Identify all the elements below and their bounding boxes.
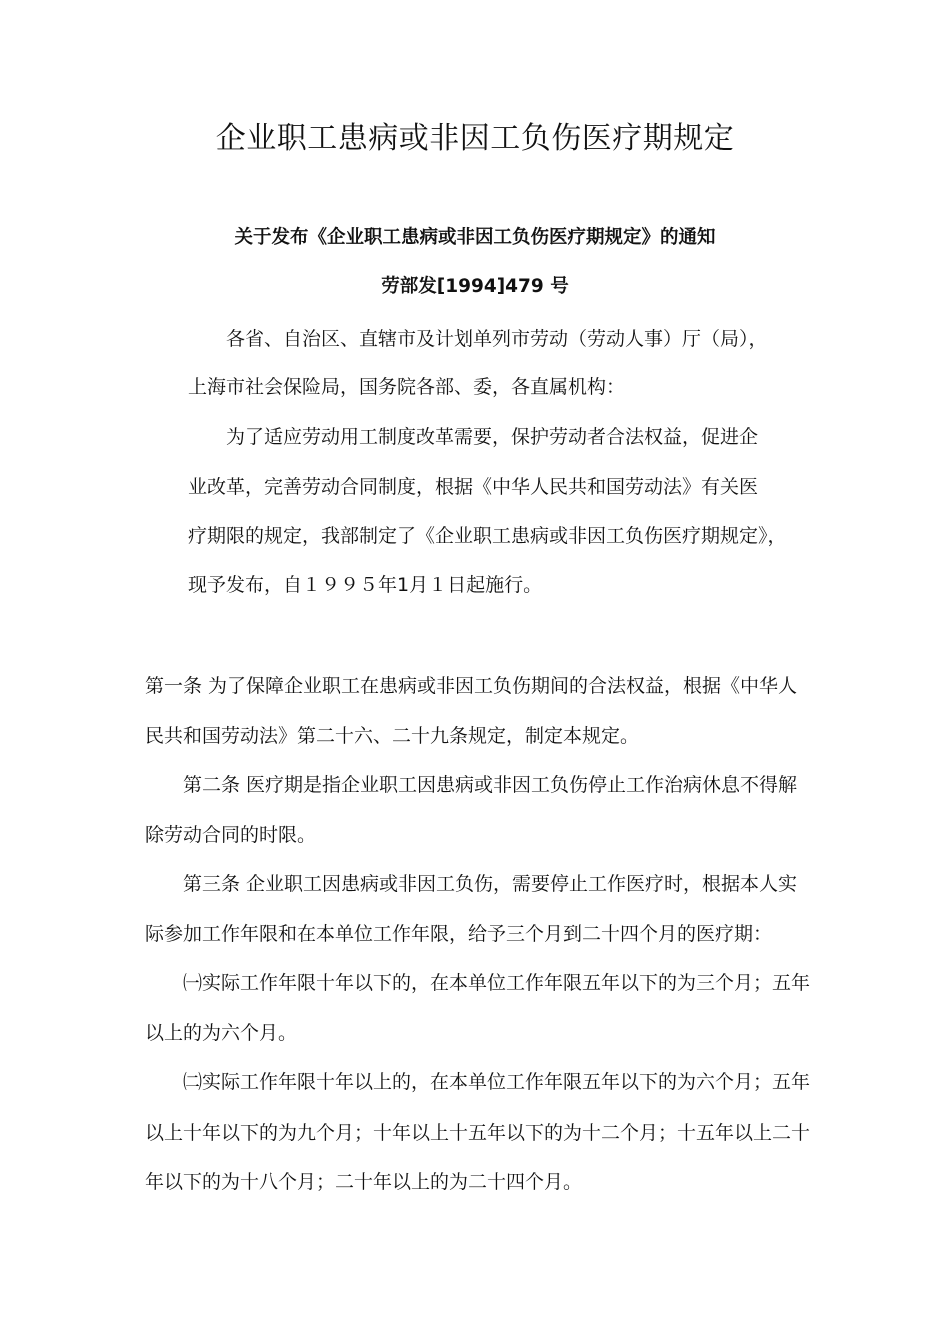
article-line: ㈡实际工作年限十年以上的，在本单位工作年限五年以下的为六个月；五年 (183, 1071, 811, 1093)
article-line: 年以下的为十八个月；二十年以上的为二十四个月。 (145, 1171, 583, 1193)
article-line: 第一条 为了保障企业职工在患病或非因工负伤期间的合法权益，根据《中华人 (145, 675, 798, 697)
article-line: ㈠实际工作年限十年以下的，在本单位工作年限五年以下的为三个月；五年 (183, 972, 811, 994)
article-line: 除劳动合同的时限。 (145, 824, 317, 846)
article-line: 际参加工作年限和在本单位工作年限，给予三个月到二十四个月的医疗期： (145, 923, 773, 945)
notice-line: 现予发布，自１９９５年1月１日起施行。 (188, 574, 543, 596)
document-number: 劳部发[1994]479 号 (381, 276, 569, 297)
article-line: 第二条 医疗期是指企业职工因患病或非因工负伤停止工作治病休息不得解 (183, 774, 798, 796)
article-line: 第三条 企业职工因患病或非因工负伤，需要停止工作医疗时，根据本人实 (183, 873, 798, 895)
article-line: 民共和国劳动法》第二十六、二十九条规定，制定本规定。 (145, 725, 640, 747)
article-line: 以上十年以下的为九个月；十年以上十五年以下的为十二个月；十五年以上二十 (145, 1122, 811, 1144)
notice-line: 业改革，完善劳动合同制度，根据《中华人民共和国劳动法》有关医 (188, 476, 759, 498)
notice-line: 为了适应劳动用工制度改革需要，保护劳动者合法权益，促进企 (226, 426, 759, 448)
document-title: 企业职工患病或非因工负伤医疗期规定 (215, 121, 735, 156)
notice-line: 各省、自治区、直辖市及计划单列市劳动（劳动人事）厅（局）， (226, 328, 768, 350)
notice-line: 疗期限的规定，我部制定了《企业职工患病或非因工负伤医疗期规定》， (188, 525, 787, 547)
article-line: 以上的为六个月。 (145, 1022, 298, 1044)
notice-title: 关于发布《企业职工患病或非因工负伤医疗期规定》的通知 (234, 227, 716, 248)
notice-line: 上海市社会保险局，国务院各部、委，各直属机构： (188, 376, 626, 398)
